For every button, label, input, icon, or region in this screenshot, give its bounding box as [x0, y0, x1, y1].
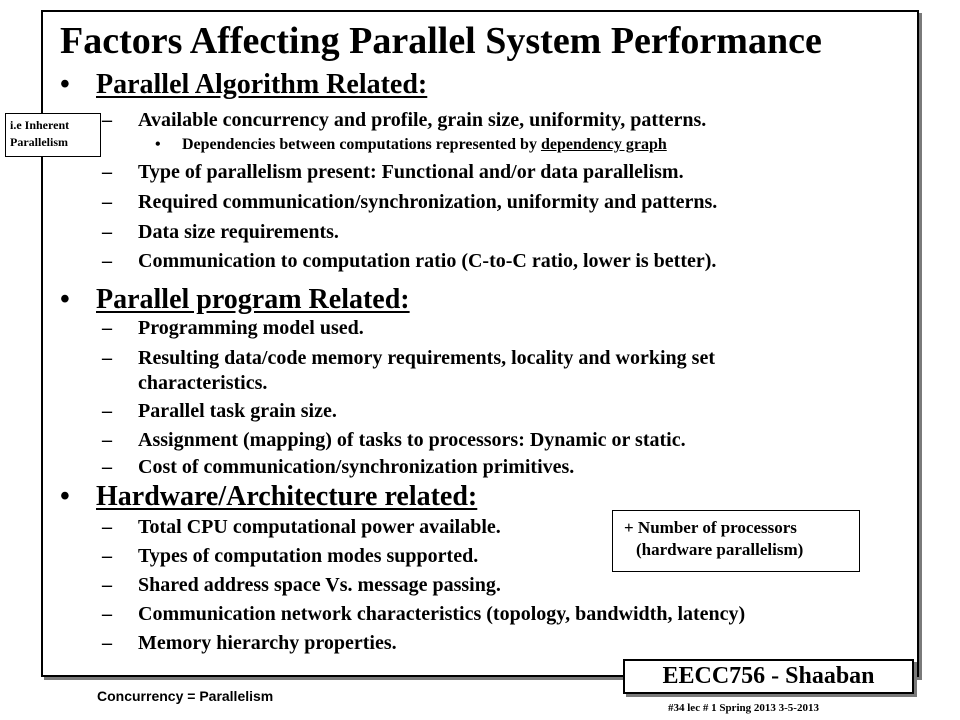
list-item-text: Shared address space Vs. message passing. [138, 574, 501, 596]
note-line: (hardware parallelism) [636, 540, 804, 559]
processors-note [612, 510, 860, 572]
sub-list-item [155, 135, 667, 155]
bullet-icon: • [60, 69, 70, 100]
list-item [102, 398, 337, 424]
list-item [102, 345, 715, 371]
section-heading-text: Parallel program Related: [96, 284, 410, 315]
dash-icon: – [102, 161, 112, 183]
bullet-icon: • [60, 284, 70, 315]
list-item [102, 572, 501, 598]
section-heading-hardware [60, 480, 477, 514]
list-item-text: Resulting data/code memory requirements, locality and working set [138, 347, 716, 369]
list-item [102, 107, 706, 133]
list-item [102, 454, 574, 480]
dash-icon: – [102, 221, 112, 243]
inherent-parallelism-note [5, 113, 101, 157]
list-item [102, 159, 684, 185]
list-item-text: Required communication/synchronization, uniformity and patterns. [138, 191, 718, 213]
dash-icon: – [102, 250, 112, 272]
dash-icon: – [102, 191, 112, 213]
list-item [102, 543, 478, 569]
list-item-text: Available concurrency and profile, grain size, uniformity, patterns. [138, 109, 707, 131]
section-heading-text: Parallel Algorithm Related: [96, 69, 428, 100]
list-item [102, 248, 716, 274]
section-heading-algorithm [60, 68, 427, 102]
list-item-text: Type of parallelism present: Functional and/or data parallelism. [138, 161, 684, 183]
dash-icon: – [102, 400, 112, 422]
list-item-text: Memory hierarchy properties. [138, 632, 397, 654]
dash-icon: – [102, 545, 112, 567]
dash-icon: – [102, 603, 112, 625]
list-item-text: Programming model used. [138, 317, 364, 339]
course-badge: EECC756 - Shaaban [623, 659, 914, 694]
dash-icon: – [102, 516, 112, 538]
list-item-text: Assignment (mapping) of tasks to processors: Dynamic or static. [138, 429, 686, 451]
list-item [102, 427, 686, 453]
dash-icon: – [102, 456, 112, 478]
list-item-text: Communication network characteristics (topology, bandwidth, latency) [138, 603, 746, 625]
footer-slide-info: #34 lec # 1 Spring 2013 3-5-2013 [668, 702, 819, 714]
footer-note: Concurrency = Parallelism [97, 688, 274, 704]
list-item-text: Communication to computation ratio (C-to-C ratio, lower is better). [138, 250, 717, 272]
list-item-text: Types of computation modes supported. [138, 545, 479, 567]
dash-icon: – [102, 429, 112, 451]
dash-icon: – [102, 632, 112, 654]
dash-icon: – [102, 109, 112, 131]
list-item-text: Data size requirements. [138, 221, 339, 243]
list-item-text: Cost of communication/synchronization primitives. [138, 456, 575, 478]
note-line: + Number of processors [624, 518, 797, 537]
dash-icon: – [102, 317, 112, 339]
sub-list-item-text: Dependencies between computations represented by [182, 136, 541, 153]
note-line: i.e Inherent [10, 118, 70, 132]
list-item-text: Parallel task grain size. [138, 400, 337, 422]
list-item [102, 514, 501, 540]
list-item [102, 219, 339, 245]
note-line: Parallelism [10, 135, 68, 149]
list-item-continuation: characteristics. [138, 372, 268, 394]
list-item-text: Total CPU computational power available. [138, 516, 501, 538]
dash-icon: – [102, 347, 112, 369]
dash-icon: – [102, 574, 112, 596]
dependency-graph-term: dependency graph [540, 136, 667, 153]
section-heading-text: Hardware/Architecture related: [96, 481, 478, 512]
section-heading-program [60, 283, 410, 317]
slide-title: Factors Affecting Parallel System Performance [60, 20, 822, 62]
list-item [102, 315, 364, 341]
list-item [102, 189, 717, 215]
list-item [102, 601, 745, 627]
bullet-icon: • [155, 136, 161, 153]
list-item [102, 630, 397, 656]
bullet-icon: • [60, 481, 70, 512]
